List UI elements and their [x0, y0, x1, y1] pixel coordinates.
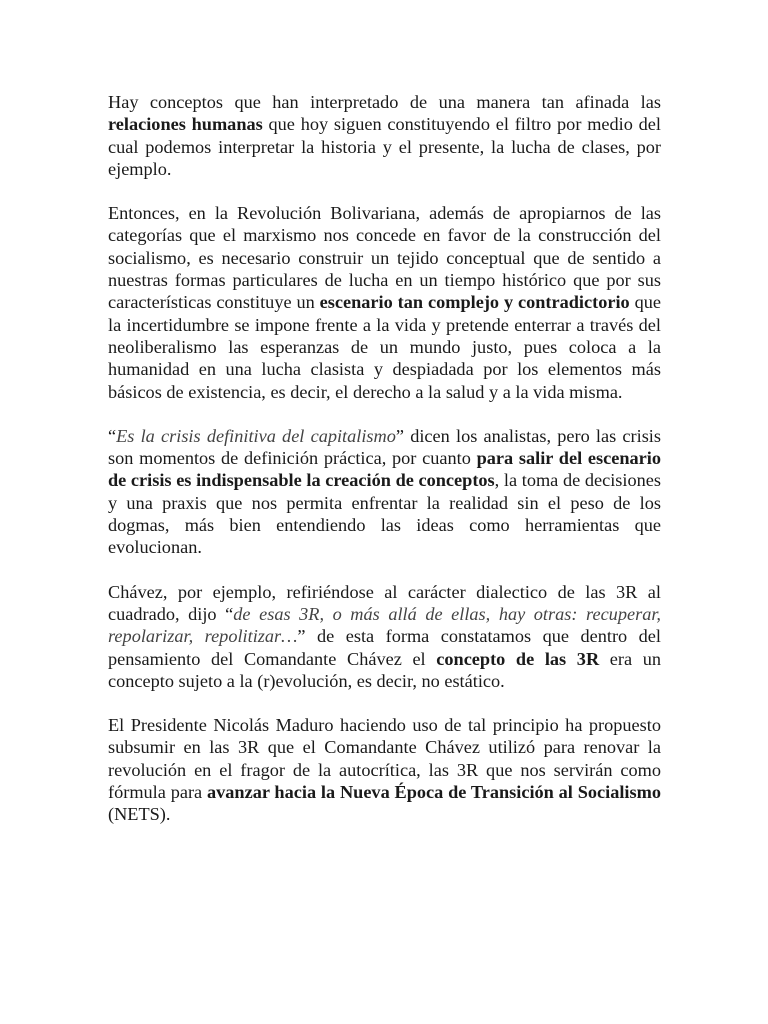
text-run: Hay conceptos que han interpretado de una manera tan afinada las — [108, 92, 661, 112]
bold-phrase: para salir del escenario de crisis es indispensable la creación de conceptos — [108, 448, 661, 491]
text-run: que la incertidumbre se impone frente a la vida y pretende enterrar a través del neoliberalismo las esperanzas de un mundo justo, pues coloca a la humanidad en una lucha clasista y despiadada por los elementos más básicos de existencia, es decir, el derecho a la salud y a la vida misma. — [108, 292, 662, 402]
text-run: Chávez, por ejemplo, refiriéndose al carácter dialectico de las 3R al cuadrado, dijo “ — [108, 581, 661, 624]
italic-quote: Es la crisis definitiva del capitalismo — [116, 425, 396, 446]
bold-phrase: concepto de las 3R — [436, 648, 600, 669]
text-run: que hoy siguen constituyendo el filtro por medio del cual podemos interpretar la historia y el presente, la lucha de clases, por ejemplo. — [108, 114, 661, 179]
paragraph-4 — [108, 581, 661, 692]
text-run: (NETS). — [108, 804, 171, 825]
paragraph-1 — [108, 91, 661, 180]
text-run: El Presidente Nicolás Maduro haciendo uso de tal principio ha propuesto subsumir en las 3R que el Comandante Chávez utilizó para renovar la revolución en el fragor de la autocrítica, las 3R que nos servirán como fórmula para — [108, 715, 661, 803]
paragraph-5 — [108, 714, 661, 825]
document-page — [108, 91, 661, 848]
bold-phrase: relaciones humanas — [108, 114, 263, 135]
text-run: “ — [108, 425, 117, 446]
text-run: , la toma de decisiones y una praxis que nos permita enfrentar la realidad sin el peso de los dogmas, más bien entendiendo las ideas como herramientas que evolucionan. — [108, 470, 661, 558]
bold-phrase: escenario tan complejo y contradictorio — [319, 292, 630, 313]
text-run: ” de esta forma constatamos que dentro del pensamiento del Comandante Chávez el — [108, 626, 661, 669]
bold-phrase: avanzar hacia la Nueva Época de Transición al Socialismo — [206, 782, 661, 803]
text-run: era un concepto sujeto a la (r)evolución, es decir, no estático. — [108, 648, 661, 691]
paragraph-2 — [108, 202, 661, 403]
text-run: ” dicen los analistas, pero las crisis son momentos de definición práctica, por cuanto — [108, 425, 661, 469]
text-run: Entonces, en la Revolución Bolivariana, además de apropiarnos de las categorías que el marxismo nos concede en favor de la construcción del socialismo, es necesario construir un tejido conceptual que de sentido a nuestras formas particulares de lucha en un tiempo histórico que por sus características constituye un — [108, 203, 661, 313]
italic-quote: de esas 3R, o más allá de ellas, hay otras: recuperar, repolarizar, repolitizar… — [108, 603, 661, 647]
paragraph-3 — [108, 425, 661, 559]
